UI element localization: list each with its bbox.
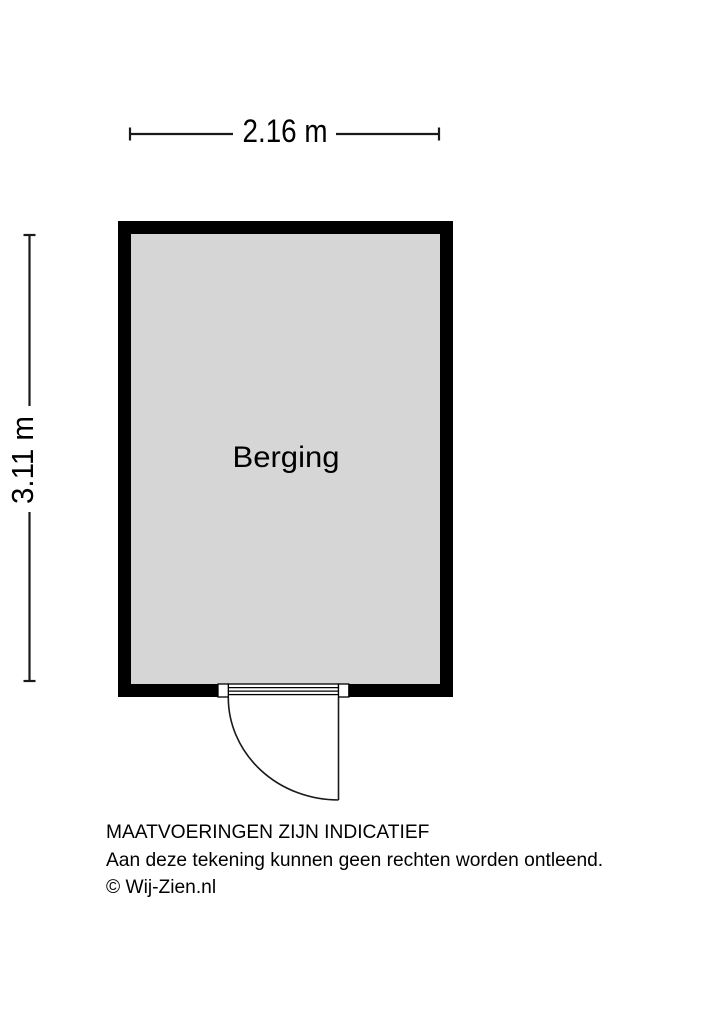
left-dimension bbox=[5, 235, 40, 681]
door-jamb-left bbox=[218, 684, 228, 697]
footer-line-1: MAATVOERINGEN ZIJN INDICATIEF bbox=[106, 822, 430, 843]
door-jamb-right bbox=[339, 684, 349, 697]
door-swing-arc bbox=[228, 698, 338, 801]
room-berging bbox=[125, 228, 447, 691]
door-threshold bbox=[228, 684, 338, 695]
door bbox=[218, 684, 349, 800]
footer-line-2: Aan deze tekening kunnen geen rechten worden ontleend. bbox=[106, 849, 604, 871]
footer-disclaimer bbox=[106, 819, 603, 902]
footer-line-3: © Wij-Zien.nl bbox=[106, 877, 217, 898]
top-dimension bbox=[130, 113, 439, 149]
height-dimension-label: 3.11 m bbox=[5, 411, 40, 504]
room-label: Berging bbox=[232, 441, 340, 474]
width-dimension-label: 2.16 m bbox=[242, 113, 328, 149]
